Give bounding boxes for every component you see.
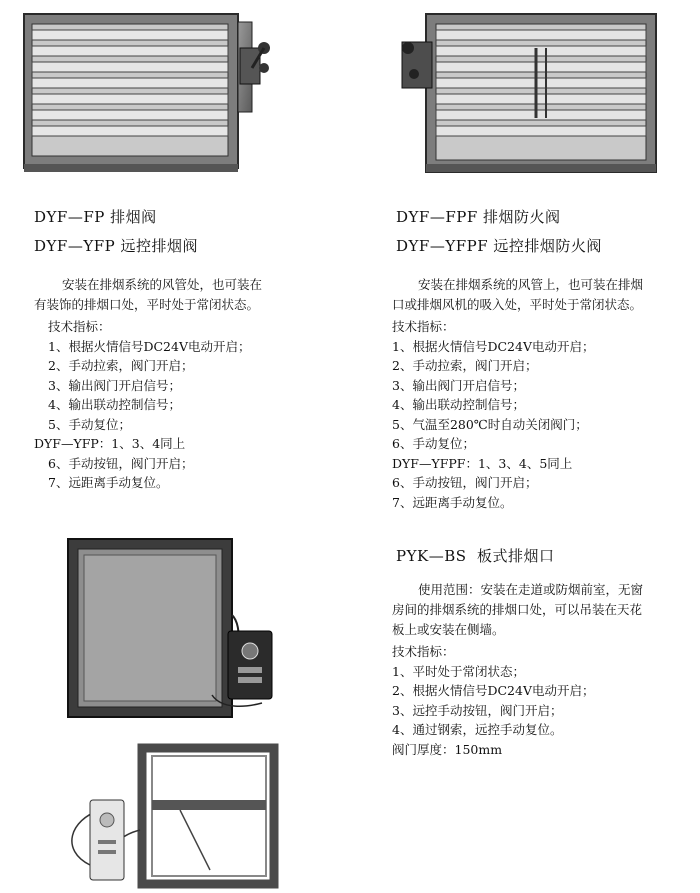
product-title-dyf-yfp: DYF—YFP 远控排烟阀 bbox=[34, 237, 199, 255]
spec-item: 7、远距离手动复位。 bbox=[392, 494, 513, 510]
smoke-valve-photo bbox=[18, 8, 276, 178]
usage-line: 房间的排烟系统的排烟口处，可以吊装在天花 bbox=[392, 602, 643, 617]
spec-item: 4、输出联动控制信号； bbox=[392, 397, 525, 412]
spec-list-pyk bbox=[392, 642, 594, 759]
plate-smoke-vent-photo bbox=[62, 535, 292, 725]
spec-item: 3、输出阀门开启信号； bbox=[392, 377, 525, 393]
spec-item: 1、根据火情信号DC24V电动开启； bbox=[48, 338, 251, 354]
spec-item: 6、手动复位； bbox=[392, 436, 475, 451]
spec-item: 7、远距离手动复位。 bbox=[48, 475, 169, 490]
spec-heading: 技术指标： bbox=[392, 319, 455, 334]
spec-item: 6、手动按钮，阀门开启； bbox=[48, 455, 194, 471]
product-title-pyk-bs: PYK—BS 板式排烟口 bbox=[396, 547, 555, 565]
intro-line: 有装饰的排烟口处，平时处于常闭状态。 bbox=[34, 297, 260, 312]
spec-item: DYF—YFPF：1、3、4、5同上 bbox=[392, 455, 573, 471]
spec-item: 3、输出阀门开启信号； bbox=[48, 377, 181, 393]
intro-line: 口或排烟风机的吸入处，平时处于常闭状态。 bbox=[392, 297, 643, 312]
spec-item: 4、通过钢索，远控手动复位。 bbox=[392, 722, 563, 737]
spec-item: 1、平时处于常闭状态； bbox=[392, 663, 525, 679]
spec-item: 5、气温至280℃时自动关闭阀门； bbox=[392, 416, 588, 432]
intro-text bbox=[34, 275, 262, 315]
intro-line: 安装在排烟系统的风管上，也可装在排烟 bbox=[418, 277, 644, 292]
product-title-dyf-fp: DYF—FP 排烟阀 bbox=[34, 208, 157, 226]
intro-line: 安装在排烟系统的风管处，也可装在 bbox=[62, 277, 263, 292]
spec-heading: 技术指标： bbox=[48, 319, 111, 334]
frame-vent-photo bbox=[60, 740, 290, 890]
spec-list-left bbox=[34, 317, 250, 493]
spec-item: 6、手动按钮，阀门开启； bbox=[392, 475, 538, 490]
spec-item: 2、手动拉索，阀门开启； bbox=[392, 358, 538, 373]
spec-heading: 技术指标： bbox=[392, 644, 455, 659]
spec-item: DYF—YFP：1、3、4同上 bbox=[34, 436, 186, 451]
spec-list-right bbox=[392, 317, 594, 512]
spec-item: 4、输出联动控制信号； bbox=[48, 397, 181, 412]
usage-line: 板上或安装在侧墙。 bbox=[392, 622, 505, 637]
spec-item: 2、根据火情信号DC24V电动开启； bbox=[392, 683, 595, 698]
usage-text bbox=[392, 580, 643, 640]
product-title-dyf-fpf: DYF—FPF 排烟防火阀 bbox=[396, 208, 561, 226]
product-title-dyf-yfpf: DYF—YFPF 远控排烟防火阀 bbox=[396, 237, 602, 255]
spec-item: 3、远控手动按钮，阀门开启； bbox=[392, 702, 563, 718]
intro-text bbox=[392, 275, 643, 315]
thickness-spec: 阀门厚度：150mm bbox=[392, 741, 503, 757]
usage-line: 使用范围：安装在走道或防烟前室，无窗 bbox=[418, 582, 644, 597]
spec-item: 2、手动拉索，阀门开启； bbox=[48, 358, 194, 373]
smoke-fire-valve-photo bbox=[396, 8, 666, 178]
spec-item: 5、手动复位； bbox=[48, 416, 131, 432]
spec-item: 1、根据火情信号DC24V电动开启； bbox=[392, 338, 595, 354]
